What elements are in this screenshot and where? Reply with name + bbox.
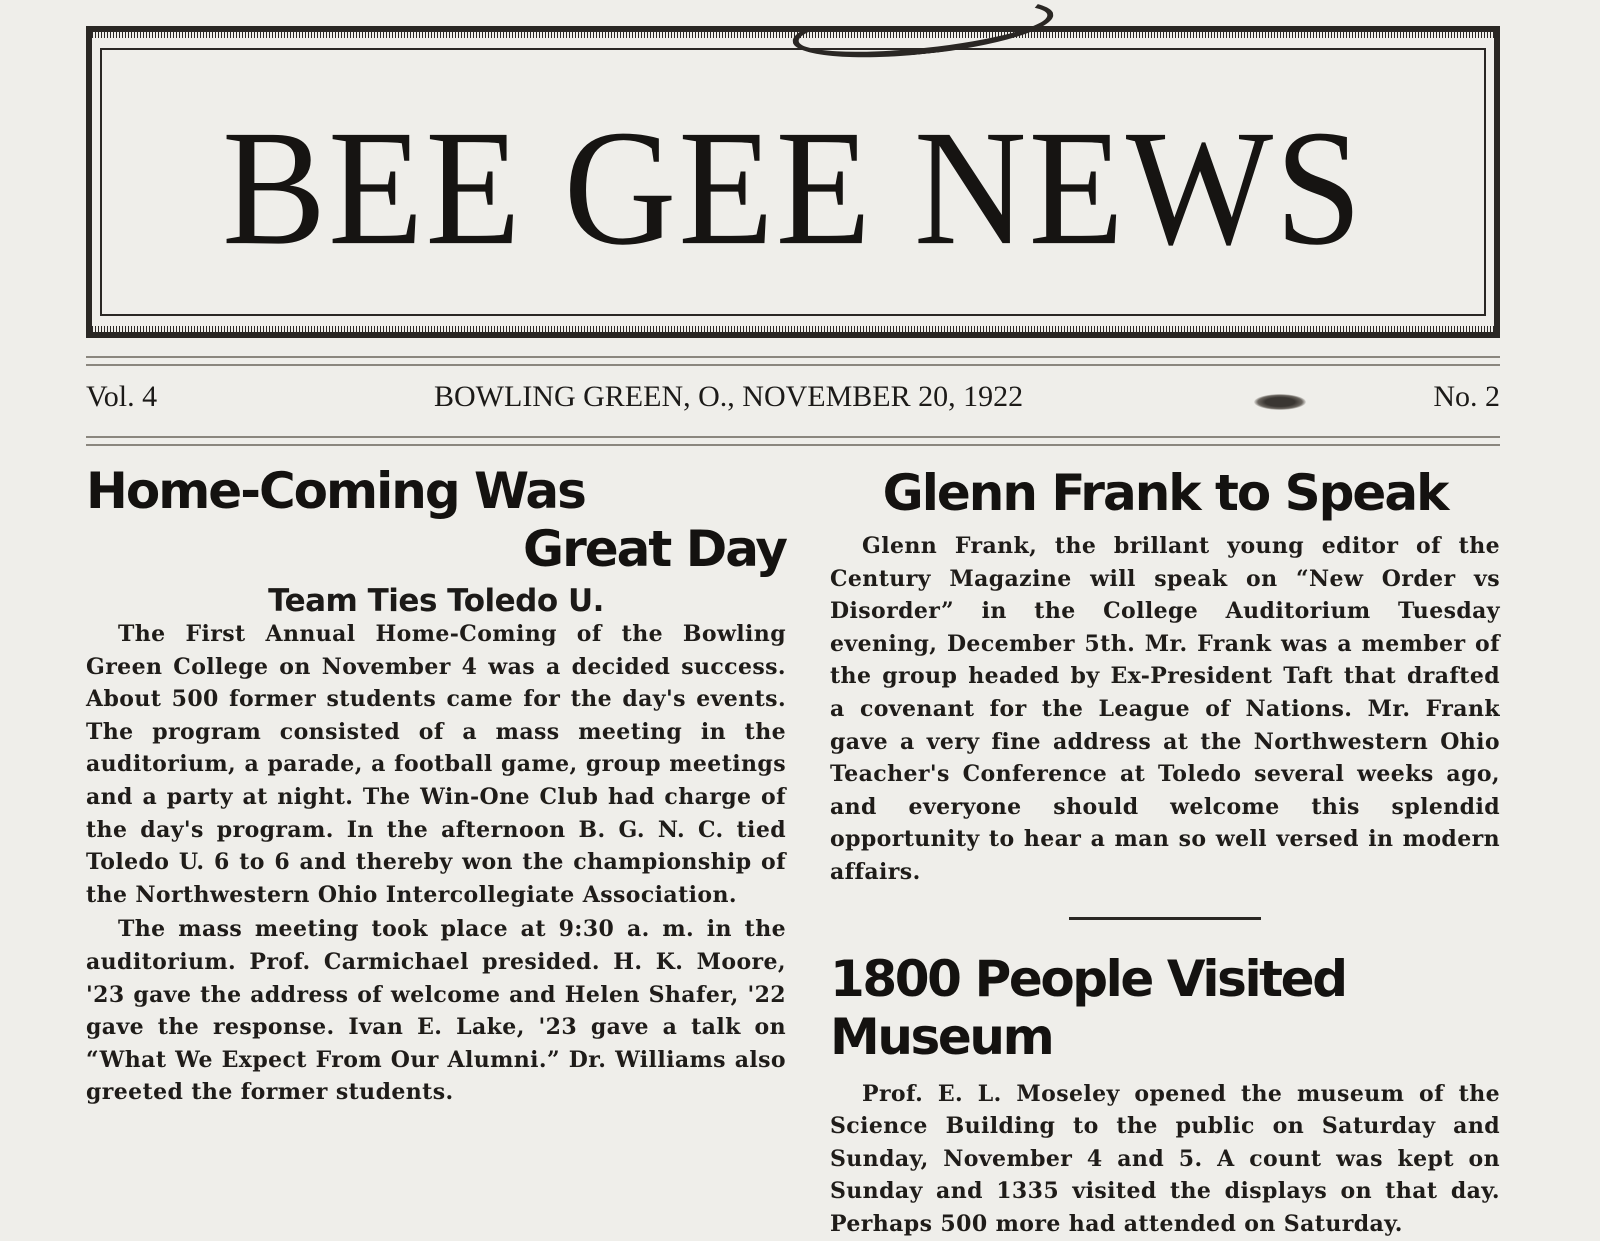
article-divider	[1069, 917, 1261, 920]
article-headline: 1800 People Visited Museum	[830, 949, 1346, 1066]
article-paragraph: The First Annual Home-Coming of the Bowling Green College on November 4 was a decided success. About 500 former students came for the day's events. The program consisted of a mass meeting in the auditorium, a parade, a football game, group meetings and a party at night. The Win-One Club had charge of the day's program. In the afternoon B. G. N. C. tied Toledo U. 6 to 6 and thereby won the championship of the Northwestern Ohio Intercollegiate Association.	[86, 621, 786, 908]
issue-number: No. 2	[1433, 380, 1500, 413]
divider-rule	[86, 364, 1500, 366]
masthead	[86, 26, 1500, 338]
place-and-date: BOWLING GREEN, O., NOVEMBER 20, 1922	[434, 380, 1024, 413]
divider-rule	[86, 444, 1500, 446]
article-headline: Home-Coming Was	[86, 462, 585, 520]
article-homecoming	[86, 462, 786, 1109]
article-headline: Glenn Frank to Speak	[882, 464, 1448, 522]
article-headline: Great Day	[523, 520, 786, 578]
article-paragraph: Glenn Frank, the brillant young editor of the Century Magazine will speak on “New Order vs Disorder” in the College Auditorium Tuesday evening, December 5th. Mr. Frank was a member of the group headed by Ex-President Taft that drafted a covenant for the League of Nations. Mr. Frank gave a very fine address at the Northwestern Ohio Teacher's Conference at Toledo several weeks ago, and everyone should welcome this splendid opportunity to hear a man so well versed in modern affairs.	[830, 533, 1500, 885]
article-museum	[830, 950, 1500, 1241]
divider-rule	[86, 356, 1500, 358]
volume-number: Vol. 4	[86, 380, 158, 413]
ornament-icon	[1254, 394, 1306, 410]
article-glenn-frank	[830, 464, 1500, 889]
article-paragraph: Prof. E. L. Moseley opened the museum of the Science Building to the public on Saturday and Sunday, November 4 and 5. A count was kept on Sunday and 1335 visited the displays on that day. Perhaps 500 more had attended on Saturday.	[830, 1080, 1500, 1237]
dateline	[86, 380, 1500, 420]
article-paragraph: The mass meeting took place at 9:30 a. m. in the auditorium. Prof. Carmichael presided. H. K. Moore, '23 gave the address of welcome and Helen Shafer, '22 gave the response. Ivan E. Lake, '23 gave a talk on “What We Expect From Our Alumni.” Dr. Williams also greeted the former students.	[86, 916, 786, 1106]
right-column	[830, 462, 1500, 1241]
newspaper-title: BEE GEE NEWS	[222, 95, 1364, 280]
divider-rule	[86, 436, 1500, 438]
article-subhead: Team Ties Toledo U.	[268, 583, 604, 619]
